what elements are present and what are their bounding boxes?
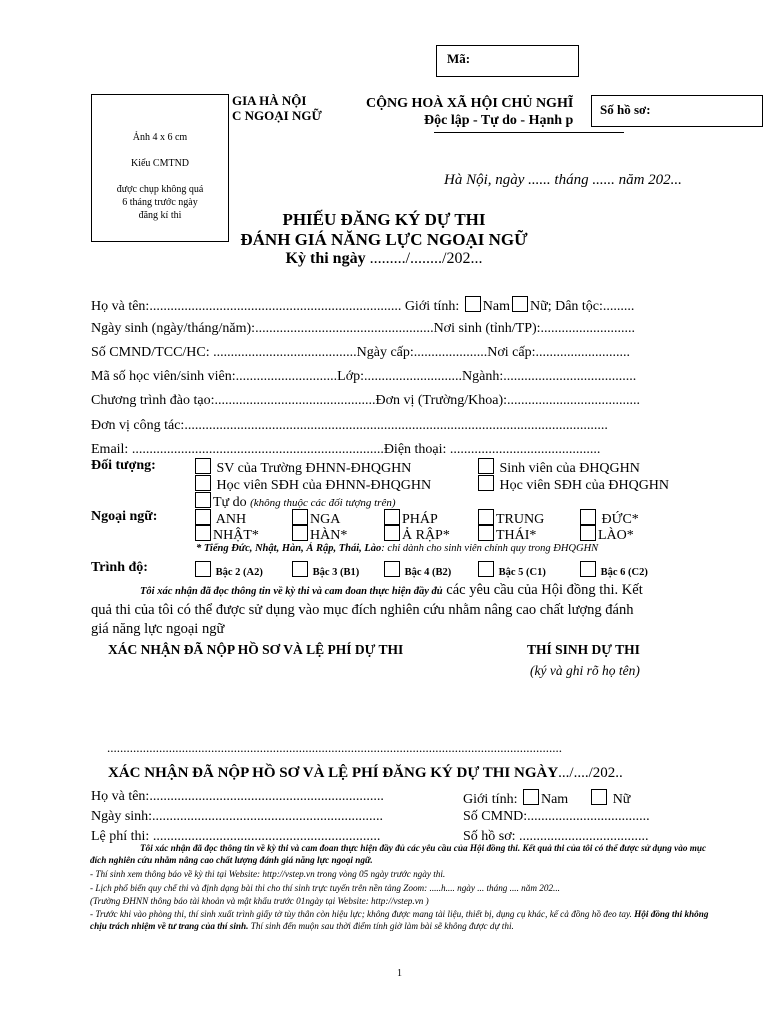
ma-box [436, 45, 579, 77]
receipt-male-checkbox[interactable] [523, 789, 539, 805]
checkbox[interactable] [292, 525, 308, 541]
nation-title: CỘNG HOÀ XÃ HỘI CHỦ NGHĨ [366, 96, 574, 111]
ma-so-row[interactable]: Mã số học viên/sinh viên:.............................Lớp:............................Ngành:...................................... [91, 369, 637, 384]
language-note [196, 543, 598, 554]
lang-han[interactable] [290, 525, 347, 544]
receipt-title-date: .../..../202.. [558, 765, 623, 781]
commitment-small: Tôi xác nhận đã đọc thông tin về kỳ thi và cam đoan thực hiện đầy đủ [140, 586, 443, 597]
option-note: (không thuộc các đối tượng trên) [250, 497, 396, 509]
gender-male-label: Nam [482, 299, 510, 314]
doi-tuong-opt-4[interactable] [476, 475, 669, 494]
option-label: Tự do [213, 495, 247, 510]
confirm-fee-title: XÁC NHẬN ĐÃ NỘP HỒ SƠ VÀ LỆ PHÍ DỰ THI [108, 642, 404, 657]
lang-lao[interactable] [578, 525, 634, 544]
lang-nhat[interactable] [193, 525, 259, 544]
option-label: TRUNG [496, 512, 545, 527]
option-label: THÁI* [496, 528, 537, 543]
nation-motto: Độc lập - Tự do - Hạnh p [424, 113, 574, 128]
level-6[interactable] [578, 561, 648, 578]
checkbox[interactable] [478, 509, 494, 525]
ho-ten-label: Họ và tên:........................................................................ Giới tính: [91, 299, 460, 314]
gender-female-label: Nữ; Dân tộc:......... [530, 299, 635, 314]
receipt-note-rules-bold: Hội đồng thi không chịu trách nhiệm về tư trang của thí sinh. [90, 909, 709, 931]
receipt-so-ho-so[interactable]: Số hồ sơ: ..................................... [463, 829, 649, 844]
checkbox[interactable] [478, 561, 494, 577]
level-3[interactable] [290, 561, 359, 578]
checkbox[interactable] [478, 525, 494, 541]
receipt-ngay-sinh[interactable]: Ngày sinh:.................................................................. [91, 809, 384, 824]
email-row[interactable]: Email: ........................................................................Điện thoại: ........................................... [91, 442, 601, 457]
receipt-note-rules-text: - Trước khi vào phòng thi, thí sinh xuất trình giấy tờ tùy thân còn hiệu lực; không được mang tài liệu, thiết bị, dụng cụ khác, kể cả đồng hồ đeo tay. [90, 909, 632, 919]
receipt-female-checkbox[interactable] [591, 789, 607, 805]
receipt-note-zoom: - Lịch phổ biến quy chế thi và định dạng bài thi cho thí sinh trực tuyến trên nền tảng Zoom: .....h.... ngày ... tháng .... năm 202... [90, 883, 560, 893]
receipt-note-rules [90, 908, 720, 932]
commitment-line2: quả thi của tôi có thể được sử dụng vào mục đích nghiên cứu nhằm nâng cao chất lượng đánh [91, 602, 634, 618]
receipt-note-rules-rest: Thí sinh đến muộn sau thời điểm tính giờ làm bài sẽ không được dự thi. [248, 921, 514, 931]
language-note-bold: * Tiếng Đức, Nhật, Hàn, Ả Rập, Thái, Lào [196, 543, 382, 554]
receipt-gender-label: Giới tính: [463, 792, 518, 807]
so-ho-so-label: Số hồ sơ: [600, 102, 651, 117]
option-label: Học viên SĐH của ĐHQGHN [499, 478, 670, 493]
checkbox[interactable] [195, 458, 211, 474]
checkbox[interactable] [384, 525, 400, 541]
receipt-title [108, 765, 623, 782]
checkbox[interactable] [580, 509, 596, 525]
option-label: HÀN* [310, 528, 348, 543]
checkbox[interactable] [195, 492, 211, 508]
checkbox[interactable] [384, 509, 400, 525]
receipt-note-commit: Tôi xác nhận đã đọc thông tin về kỳ thi và cam đoan thực hiện đầy đủ các yêu cầu của Hội đồng thi. Kết quả thi của tôi có thể được sử dụng vào mục đích nghiên cứu nhằm nâng cao chất lượng đánh giá năng lực ngoại ngữ. [90, 843, 707, 865]
option-label: Bậc 2 (A2) [215, 567, 263, 578]
checkbox[interactable] [195, 509, 211, 525]
so-ho-so-box [591, 95, 763, 127]
receipt-le-phi[interactable]: Lệ phí thi: ................................................................. [91, 829, 381, 844]
candidate-sign-note: (ký và ghi rõ họ tên) [530, 663, 640, 678]
receipt-male-label: Nam [540, 792, 569, 807]
option-label: SV của Trường ĐHNN-ĐHQGHN [216, 461, 412, 476]
option-label: ANH [215, 512, 247, 527]
level-5[interactable] [476, 561, 546, 578]
photo-rule2: 6 tháng trước ngày [122, 197, 198, 208]
option-label: Bậc 5 (C1) [498, 567, 546, 578]
exam-date-label: Kỳ thi ngày [285, 250, 366, 267]
photo-rule3: đăng kí thi [138, 210, 182, 221]
option-label: Bậc 6 (C2) [600, 567, 648, 578]
doi-tuong-label: Đối tượng: [91, 458, 156, 473]
lang-thai[interactable] [476, 525, 536, 544]
commitment-line3: giá năng lực ngoại ngữ [91, 621, 225, 637]
receipt-ho-ten[interactable]: Họ và tên:................................................................... [91, 789, 384, 804]
checkbox[interactable] [292, 509, 308, 525]
page-number: 1 [397, 968, 402, 979]
ngay-sinh-row[interactable]: Ngày sinh (ngày/tháng/năm):...................................................Nơi sinh (tỉnh/TP):........................... [91, 321, 636, 336]
option-label: NGA [310, 512, 341, 527]
commitment-rest: các yêu cầu của Hội đồng thi. Kết [442, 582, 643, 598]
option-label: Học viên SĐH của ĐHNN-ĐHQGHN [216, 478, 432, 493]
cmnd-row[interactable]: Số CMND/TCC/HC: .........................................Ngày cấp:.....................Nơi cấp:........................... [91, 345, 630, 360]
option-label: Sinh viên của ĐHQGHN [499, 461, 640, 476]
option-label: NHẬT* [213, 528, 259, 543]
photo-size: Ảnh 4 x 6 cm [132, 132, 188, 143]
trinh-do-label: Trình độ: [91, 560, 148, 575]
motto-underline [434, 132, 624, 133]
ho-ten-row [91, 296, 634, 315]
photo-rule1: được chụp không quá [116, 184, 204, 195]
checkbox[interactable] [195, 525, 211, 541]
exam-date [0, 250, 768, 268]
checkbox[interactable] [580, 525, 596, 541]
ma-label: Mã: [447, 51, 471, 66]
option-label: Bậc 3 (B1) [312, 567, 360, 578]
checkbox[interactable] [292, 561, 308, 577]
chuong-trinh-row[interactable]: Chương trình đào tạo:..............................................Đơn vị (Trường/Khoa):...................................... [91, 393, 641, 408]
option-label: PHÁP [402, 512, 438, 527]
option-label: Ả RẬP* [402, 528, 450, 543]
don-vi-row[interactable]: Đơn vị công tác:......................................................................................................................... [91, 418, 608, 433]
checkbox[interactable] [580, 561, 596, 577]
checkbox[interactable] [195, 475, 211, 491]
receipt-gender [463, 789, 630, 808]
option-label: LÀO* [598, 528, 634, 543]
form-title: PHIẾU ĐĂNG KÝ DỰ THI [282, 210, 486, 229]
receipt-title-bold: XÁC NHẬN ĐÃ NỘP HỒ SƠ VÀ LỆ PHÍ ĐĂNG KÝ DỰ THI NGÀY [108, 765, 559, 781]
checkbox[interactable] [478, 475, 494, 491]
level-4[interactable] [382, 561, 451, 578]
cut-line: ............................................................................................................................................ [107, 740, 562, 755]
form-subtitle: ĐÁNH GIÁ NĂNG LỰC NGOẠI NGỮ [240, 230, 528, 249]
gender-male-checkbox[interactable] [465, 296, 481, 312]
checkbox[interactable] [478, 458, 494, 474]
exam-date-value: ........./......../202... [365, 250, 483, 267]
checkbox[interactable] [384, 561, 400, 577]
receipt-female-label: Nữ [612, 792, 631, 807]
option-label: ĐỨC* [601, 512, 639, 527]
date-line: Hà Nội, ngày ...... tháng ...... năm 202... [444, 172, 682, 188]
candidate-title: THÍ SINH DỰ THI [527, 642, 640, 657]
checkbox[interactable] [195, 561, 211, 577]
receipt-so-cmnd[interactable]: Số CMND:................................... [463, 809, 650, 824]
gender-female-checkbox[interactable] [512, 296, 528, 312]
receipt-note-website: - Thí sinh xem thông báo về kỳ thi tại Website: http://vstep.vn trong vòng 05 ngày trước ngày thi. [90, 869, 446, 879]
org-line1: GIA HÀ NỘI [232, 93, 307, 108]
lang-arap[interactable] [382, 525, 450, 544]
option-label: Bậc 4 (B2) [404, 567, 452, 578]
org-line2: C NGOẠI NGỮ [232, 108, 322, 123]
commitment-line1 [140, 582, 643, 599]
language-note-rest: : chỉ dành cho sinh viên chính quy trong ĐHQGHN [381, 543, 599, 554]
photo-style: Kiểu CMTND [130, 158, 190, 169]
level-2[interactable] [193, 561, 263, 578]
ngoai-ngu-label: Ngoại ngữ: [91, 509, 158, 524]
receipt-note-account: (Trường ĐHNN thông báo tài khoản và mật khẩu trước 01ngày tại Website: http://vstep.vn ) [90, 896, 429, 906]
